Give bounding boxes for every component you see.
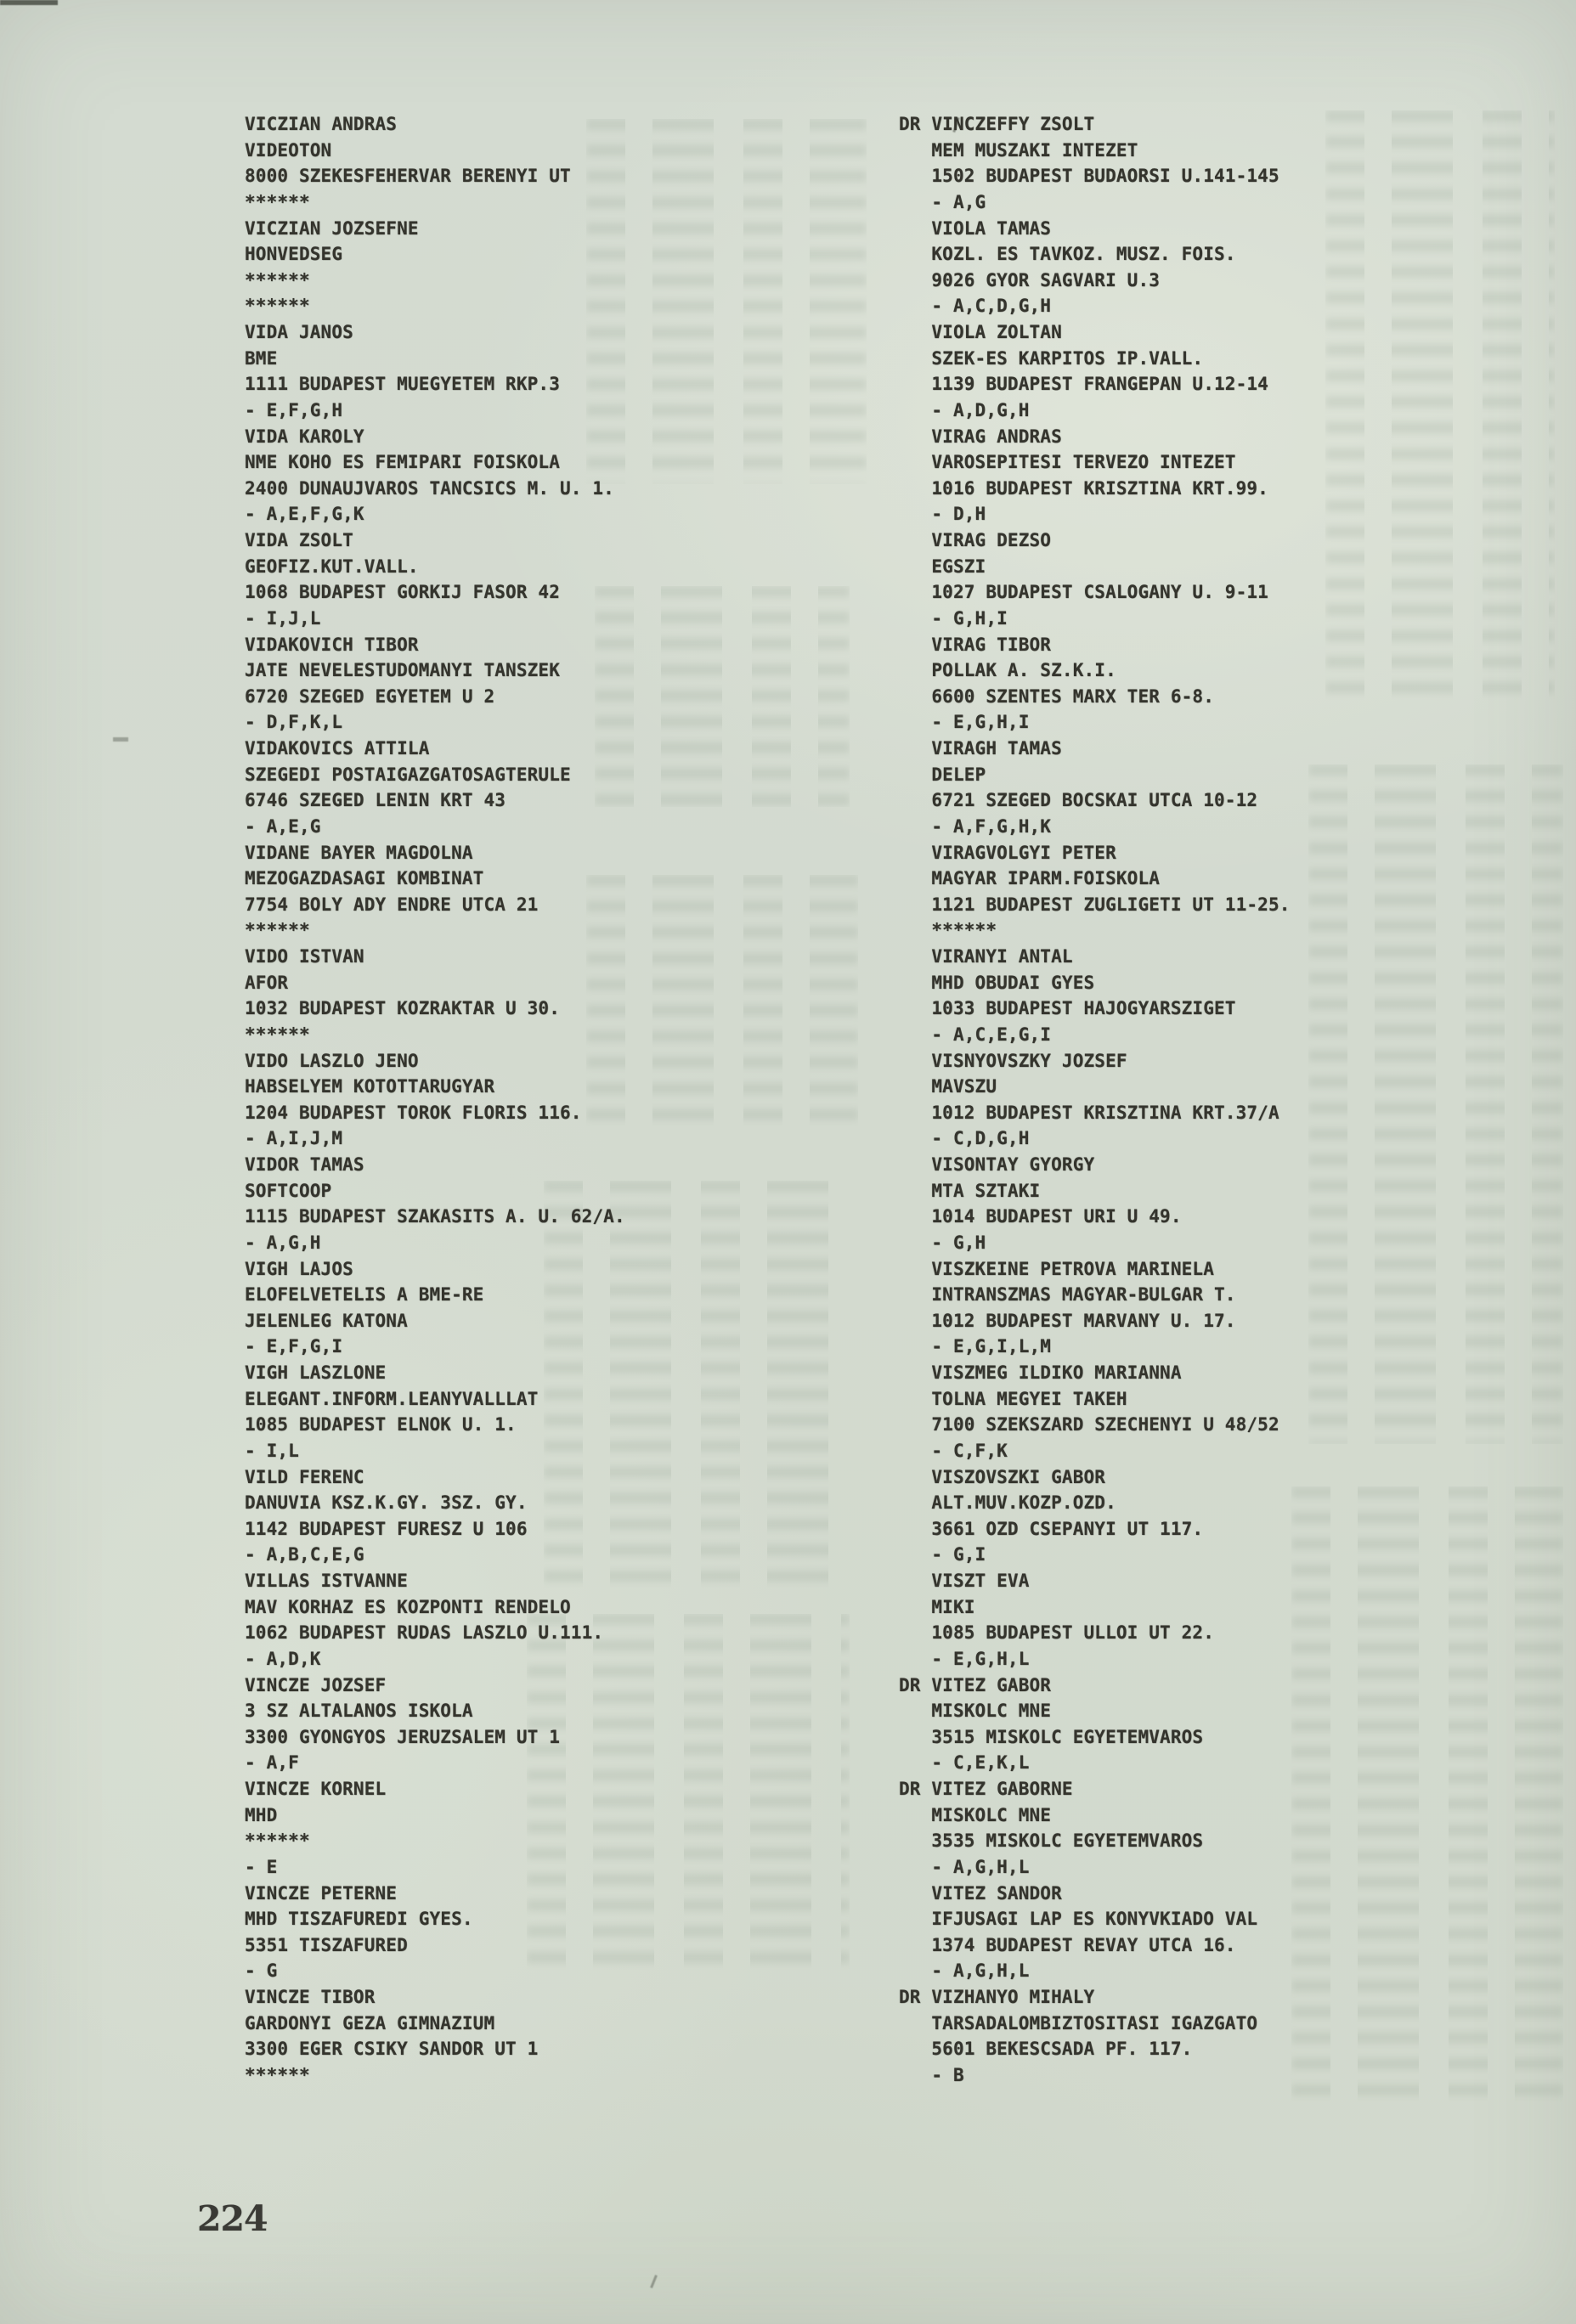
- text-line: MTA SZTAKI: [899, 1180, 1041, 1201]
- text-line: MISKOLC MNE: [899, 1701, 1052, 1722]
- text-line: VIDOR TAMAS: [245, 1154, 364, 1175]
- text-line: 5601 BEKESCSADA PF. 117.: [899, 2039, 1193, 2060]
- text-line: - A,I,J,M: [245, 1128, 343, 1149]
- text-line: - A,C,E,G,I: [899, 1024, 1052, 1045]
- text-line: 3300 GYONGYOS JERUZSALEM UT 1: [245, 1726, 560, 1747]
- text-line: 5351 TISZAFURED: [245, 1934, 408, 1955]
- text-line: VINCZE KORNEL: [245, 1779, 387, 1799]
- text-line: - A,B,C,E,G: [245, 1544, 364, 1565]
- text-line: - C,F,K: [899, 1440, 1008, 1461]
- text-line: GEOFIZ.KUT.VALL.: [245, 556, 419, 577]
- text-line: - A,G,H: [245, 1232, 321, 1253]
- text-line: VINCZE JOZSEF: [245, 1674, 387, 1695]
- text-line: - A,F: [245, 1752, 299, 1774]
- text-line: MEM MUSZAKI INTEZET: [899, 139, 1138, 161]
- text-line: IFJUSAGI LAP ES KONYVKIADO VAL: [899, 1909, 1258, 1930]
- bleedthrough-smudge: [1291, 1486, 1563, 2107]
- text-line: BME: [245, 347, 278, 369]
- text-line: 6721 SZEGED BOCSKAI UTCA 10-12: [899, 790, 1258, 811]
- text-line: 1062 BUDAPEST RUDAS LASZLO U.111.: [245, 1622, 604, 1644]
- text-line: ******: [245, 191, 310, 212]
- text-line: VIRANYI ANTAL: [899, 946, 1073, 967]
- text-line: VIRAGVOLGYI PETER: [899, 842, 1116, 863]
- text-line: 1121 BUDAPEST ZUGLIGETI UT 11-25.: [899, 894, 1291, 915]
- text-line: ******: [899, 920, 997, 941]
- text-line: VICZIAN JOZSEFNE: [245, 217, 419, 239]
- text-line: KOZL. ES TAVKOZ. MUSZ. FOIS.: [899, 244, 1236, 265]
- text-line: MIKI: [899, 1596, 975, 1617]
- text-line: - A,G,H,L: [899, 1960, 1030, 1982]
- text-line: 1014 BUDAPEST URI U 49.: [899, 1206, 1182, 1227]
- left-column-text: [245, 111, 625, 2089]
- text-line: ******: [245, 296, 310, 317]
- text-line: 3535 MISKOLC EGYETEMVAROS: [899, 1830, 1204, 1852]
- text-line: - G,H: [899, 1232, 986, 1253]
- text-line: VINCZE PETERNE: [245, 1882, 398, 1904]
- text-line: - G,I: [899, 1544, 986, 1565]
- text-line: - A,E,F,G,K: [245, 504, 364, 525]
- text-line: 3 SZ ALTALANOS ISKOLA: [245, 1701, 473, 1722]
- bleedthrough-smudge: [595, 586, 850, 807]
- text-line: VIOLA TAMAS: [899, 217, 1052, 239]
- text-line: 1016 BUDAPEST KRISZTINA KRT.99.: [899, 477, 1268, 499]
- text-line: DR VIZHANYO MIHALY: [899, 1987, 1095, 2007]
- text-line: - A,F,G,H,K: [899, 815, 1052, 837]
- text-line: 8000 SZEKESFEHERVAR BERENYI UT: [245, 166, 571, 187]
- text-line: VICZIAN ANDRAS: [245, 114, 398, 134]
- text-line: VISZMEG ILDIKO MARIANNA: [899, 1362, 1182, 1383]
- text-line: VISZT EVA: [899, 1571, 1030, 1591]
- text-line: - A,D,K: [245, 1648, 321, 1669]
- text-line: 6600 SZENTES MARX TER 6-8.: [899, 685, 1214, 707]
- text-line: VIDANE BAYER MAGDOLNA: [245, 842, 473, 863]
- text-line: VISONTAY GYORGY: [899, 1154, 1095, 1175]
- text-line: - C,E,K,L: [899, 1752, 1030, 1774]
- right-column-text: [899, 111, 1291, 2089]
- text-line: 1012 BUDAPEST KRISZTINA KRT.37/A: [899, 1102, 1279, 1123]
- text-line: - E,F,G,I: [245, 1336, 343, 1357]
- text-line: GARDONYI GEZA GIMNAZIUM: [245, 2012, 495, 2034]
- text-line: DR VITEZ GABOR: [899, 1674, 1052, 1695]
- text-line: VIDA JANOS: [245, 322, 353, 342]
- text-line: 1139 BUDAPEST FRANGEPAN U.12-14: [899, 374, 1268, 395]
- text-line: VIDA KAROLY: [245, 426, 364, 447]
- text-line: ******: [245, 920, 310, 941]
- text-line: - E: [245, 1856, 278, 1877]
- text-line: ******: [245, 1024, 310, 1045]
- text-line: TOLNA MEGYEI TAKEH: [899, 1388, 1127, 1409]
- text-line: 1068 BUDAPEST GORKIJ FASOR 42: [245, 582, 560, 603]
- text-line: 1085 BUDAPEST ULLOI UT 22.: [899, 1622, 1214, 1644]
- text-line: 6746 SZEGED LENIN KRT 43: [245, 790, 506, 811]
- text-line: MHD TISZAFUREDI GYES.: [245, 1909, 473, 1930]
- text-line: VIRAG TIBOR: [899, 634, 1052, 655]
- text-line: - I,L: [245, 1440, 299, 1461]
- text-line: VIGH LAJOS: [245, 1258, 353, 1279]
- text-line: ELOFELVETELIS A BME-RE: [245, 1284, 484, 1306]
- text-line: VIDAKOVICH TIBOR: [245, 634, 419, 655]
- text-line: 1012 BUDAPEST MARVANY U. 17.: [899, 1310, 1236, 1331]
- text-line: MAV KORHAZ ES KOZPONTI RENDELO: [245, 1596, 571, 1617]
- text-line: VILLAS ISTVANNE: [245, 1571, 408, 1591]
- text-line: ALT.MUV.KOZP.OZD.: [899, 1492, 1116, 1514]
- text-line: - B: [899, 2064, 964, 2085]
- text-line: 1115 BUDAPEST SZAKASITS A. U. 62/A.: [245, 1206, 625, 1227]
- text-line: - A,G,H,L: [899, 1856, 1030, 1877]
- text-line: VIDO LASZLO JENO: [245, 1050, 419, 1071]
- text-line: 1374 BUDAPEST REVAY UTCA 16.: [899, 1934, 1236, 1955]
- text-line: SZEK-ES KARPITOS IP.VALL.: [899, 347, 1204, 369]
- ink-speck: [113, 737, 128, 742]
- text-line: ******: [245, 2064, 310, 2085]
- bleedthrough-smudge: [1308, 764, 1563, 1444]
- text-line: VIRAG DEZSO: [899, 530, 1052, 550]
- text-line: VISZKEINE PETROVA MARINELA: [899, 1258, 1214, 1279]
- text-line: 1502 BUDAPEST BUDAORSI U.141-145: [899, 166, 1279, 187]
- text-line: VIGH LASZLONE: [245, 1362, 387, 1383]
- text-line: VAROSEPITESI TERVEZO INTEZET: [899, 452, 1236, 473]
- text-line: VINCZE TIBOR: [245, 1987, 376, 2007]
- text-line: 1085 BUDAPEST ELNOK U. 1.: [245, 1414, 517, 1436]
- text-line: DELEP: [899, 764, 986, 785]
- scan-edge-mark: [0, 0, 58, 5]
- page-number: 224: [197, 2198, 268, 2239]
- text-line: - E,G,I,L,M: [899, 1336, 1052, 1357]
- text-line: INTRANSZMAS MAGYAR-BULGAR T.: [899, 1284, 1236, 1306]
- text-line: - E,F,G,H: [245, 399, 343, 420]
- text-line: MISKOLC MNE: [899, 1804, 1052, 1825]
- text-line: EGSZI: [899, 556, 986, 577]
- text-line: VIDAKOVICS ATTILA: [245, 738, 430, 759]
- text-line: ELEGANT.INFORM.LEANYVALLLAT: [245, 1388, 539, 1409]
- text-line: SZEGEDI POSTAIGAZGATOSAGTERULE: [245, 764, 571, 785]
- text-line: 9026 GYOR SAGVARI U.3: [899, 269, 1161, 290]
- text-line: VITEZ SANDOR: [899, 1882, 1062, 1904]
- text-line: 3300 EGER CSIKY SANDOR UT 1: [245, 2039, 539, 2060]
- text-line: MHD OBUDAI GYES: [899, 972, 1095, 993]
- text-line: VIRAG ANDRAS: [899, 426, 1062, 447]
- text-line: - A,G: [899, 191, 986, 212]
- text-line: MAGYAR IPARM.FOISKOLA: [899, 868, 1161, 889]
- text-line: - G: [245, 1960, 278, 1982]
- text-line: TARSADALOMBIZTOSITASI IGAZGATO: [899, 2012, 1258, 2034]
- text-line: 1027 BUDAPEST CSALOGANY U. 9-11: [899, 582, 1268, 603]
- text-line: - A,E,G: [245, 815, 321, 837]
- text-line: 3515 MISKOLC EGYETEMVAROS: [899, 1726, 1204, 1747]
- text-line: HABSELYEM KOTOTTARUGYAR: [245, 1076, 495, 1097]
- bleedthrough-smudge: [586, 119, 867, 484]
- bleedthrough-smudge: [586, 875, 858, 1130]
- text-line: VISZOVSZKI GABOR: [899, 1466, 1106, 1487]
- text-line: ******: [245, 269, 310, 290]
- ink-speck: [650, 2275, 658, 2288]
- text-line: HONVEDSEG: [245, 244, 343, 265]
- text-line: 1204 BUDAPEST TOROK FLORIS 116.: [245, 1102, 582, 1123]
- text-line: - D,H: [899, 504, 986, 525]
- text-line: DR VITEZ GABORNE: [899, 1779, 1073, 1799]
- text-line: 6720 SZEGED EGYETEM U 2: [245, 685, 495, 707]
- text-line: VIDO ISTVAN: [245, 946, 364, 967]
- text-line: - C,D,G,H: [899, 1128, 1030, 1149]
- text-line: VIRAGH TAMAS: [899, 738, 1062, 759]
- text-line: JELENLEG KATONA: [245, 1310, 408, 1331]
- text-line: VISNYOVSZKY JOZSEF: [899, 1050, 1127, 1071]
- text-line: 1142 BUDAPEST FURESZ U 106: [245, 1518, 528, 1539]
- text-line: 3661 OZD CSEPANYI UT 117.: [899, 1518, 1204, 1539]
- text-line: DR VINCZEFFY ZSOLT: [899, 114, 1095, 134]
- text-line: - E,G,H,L: [899, 1648, 1030, 1669]
- text-line: 7100 SZEKSZARD SZECHENYI U 48/52: [899, 1414, 1279, 1436]
- text-line: VIOLA ZOLTAN: [899, 322, 1062, 342]
- text-line: - G,H,I: [899, 607, 1008, 629]
- text-line: 1032 BUDAPEST KOZRAKTAR U 30.: [245, 998, 560, 1019]
- text-line: - D,F,K,L: [245, 712, 343, 733]
- text-line: VIDEOTON: [245, 139, 332, 161]
- text-line: - A,C,D,G,H: [899, 296, 1052, 317]
- text-line: - E,G,H,I: [899, 712, 1030, 733]
- text-line: SOFTCOOP: [245, 1180, 332, 1201]
- text-line: POLLAK A. SZ.K.I.: [899, 660, 1116, 681]
- text-line: JATE NEVELESTUDOMANYI TANSZEK: [245, 660, 560, 681]
- text-line: VIDA ZSOLT: [245, 530, 353, 550]
- text-line: MHD: [245, 1804, 278, 1825]
- text-line: 7754 BOLY ADY ENDRE UTCA 21: [245, 894, 539, 915]
- text-line: VILD FERENC: [245, 1466, 364, 1487]
- text-line: AFOR: [245, 972, 289, 993]
- text-line: 2400 DUNAUJVAROS TANCSICS M. U. 1.: [245, 477, 614, 499]
- text-line: 1033 BUDAPEST HAJOGYARSZIGET: [899, 998, 1236, 1019]
- text-line: MEZOGAZDASAGI KOMBINAT: [245, 868, 484, 889]
- text-line: NME KOHO ES FEMIPARI FOISKOLA: [245, 452, 560, 473]
- text-line: - I,J,L: [245, 607, 321, 629]
- text-line: ******: [245, 1830, 310, 1852]
- text-line: 1111 BUDAPEST MUEGYETEM RKP.3: [245, 374, 560, 395]
- text-line: DANUVIA KSZ.K.GY. 3SZ. GY.: [245, 1492, 528, 1514]
- text-line: MAVSZU: [899, 1076, 997, 1097]
- text-line: - A,D,G,H: [899, 399, 1030, 420]
- bleedthrough-smudge: [1325, 110, 1555, 705]
